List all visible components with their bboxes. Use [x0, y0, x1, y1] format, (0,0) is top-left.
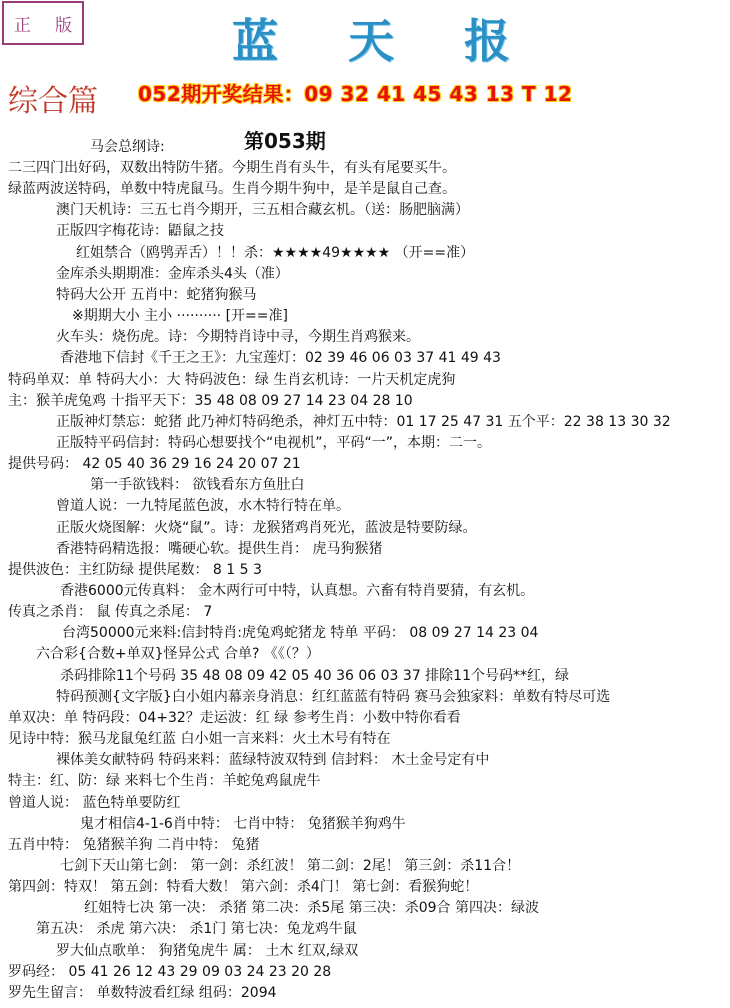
- text-line: 裸体美女献特码 特码来料：蓝绿特波双特到 信封料： 木土金号定有中: [56, 752, 490, 769]
- masthead-char: 报: [464, 14, 512, 68]
- text-line: 五肖中特： 兔猪猴羊狗 二肖中特： 兔猪: [8, 836, 260, 853]
- masthead-char: 天: [348, 14, 396, 68]
- text-line: 第一手欲钱料： 欲钱看东方鱼肚白: [90, 477, 305, 494]
- text-line: 六合彩{合数+单双}怪异公式 合单? 《《（？）: [36, 646, 320, 663]
- text-line: 香港特码精选报：嘴硬心软。提供生肖： 虎马狗猴猪: [56, 540, 383, 557]
- badge-char: 版: [55, 15, 72, 36]
- text-line: 火车头：烧伤虎。诗：今期特肖诗中寻，今期生肖鸡猴来。: [56, 329, 420, 346]
- issue-number: 第053期: [244, 129, 326, 153]
- text-line: 二三四门出好码，双数出特防牛猪。今期生肖有头牛，有头有尾要买牛。: [8, 160, 456, 176]
- text-line: 杀码排除11个号码 35 48 08 09 42 05 40 36 06 03 37 排除11个号码**红，绿: [60, 667, 569, 684]
- text-line: 绿蓝两波送特码，单数中特虎鼠马。生肖今期牛狗中，是羊是鼠自己查。: [8, 181, 456, 198]
- badge-char: 正: [14, 15, 31, 36]
- genuine-badge: [2, 1, 84, 45]
- text-line: 特码大公开 五肖中：蛇猪狗猴马: [56, 286, 257, 303]
- text-line: 正版火烧图解：火烧“鼠”。诗：龙猴猪鸡肖死光，蓝波是特要防绿。: [56, 519, 477, 536]
- text-line: 特码预测{文字版}白小姐内幕亲身消息：红红蓝蓝有特码 赛马会独家料：单数有特尽可选: [56, 688, 611, 705]
- text-line: 正版四字梅花诗：鼯鼠之技: [56, 223, 224, 240]
- text-line: 见诗中特：猴马龙鼠兔红蓝 白小姐一言来料：火土木号有特在: [8, 731, 391, 748]
- text-line: 香港6000元传真料： 金木两行可中特，认真想。六畜有特肖要猜，有玄机。: [60, 583, 535, 599]
- text-line: 红姐特七决 第一决： 杀猪 第二决：杀5尾 第三决：杀09合 第四决：绿波: [84, 900, 539, 917]
- text-line: 单双决：单 特码段：04+32？走运波：红 绿 参考生肖：小数中特你看看: [8, 709, 461, 726]
- text-line: 第五决： 杀虎 第六决： 杀1门 第七决：兔龙鸡牛鼠: [36, 921, 357, 938]
- text-line: 曾道人说： 蓝色特单要防红: [8, 794, 181, 811]
- masthead-char: 蓝: [232, 14, 280, 68]
- draw-result-banner: 052期开奖结果：09 32 41 45 43 13 T 12: [138, 82, 573, 106]
- section-title: 综合篇: [8, 84, 98, 119]
- text-line: 传真之杀肖： 鼠 传真之杀尾： 7: [8, 604, 213, 621]
- text-line: 澳门天机诗：三五七肖今期开，三五相合藏玄机。（送：肠肥脑满）: [56, 202, 469, 219]
- text-line: 主：猴羊虎兔鸡 十指平天下：35 48 08 09 27 14 23 04 28 10: [8, 392, 413, 409]
- masthead-title: [232, 8, 512, 68]
- issue-label: 马会总纲诗:: [90, 139, 165, 155]
- text-line: 曾道人说：一九特尾蓝色波，水木特行特在单。: [56, 498, 350, 515]
- text-line: 特主：红、防：绿 来料七个生肖：羊蛇兔鸡鼠虎牛: [8, 773, 321, 790]
- text-line: 台湾50000元来料:信封特肖:虎兔鸡蛇猪龙 特单 平码： 08 09 27 14 23 04: [62, 625, 539, 642]
- text-line: 正版特平码信封：特码心想要找个“电视机”，平码“一”，本期：二一。: [56, 434, 492, 451]
- text-line: ※期期大小 主小 ·········· [开==准]: [72, 308, 288, 325]
- text-line: 金库杀头期期准：金库杀头4头（准）: [56, 265, 289, 282]
- text-line: 鬼才相信4-1-6肖中特： 七肖中特： 兔猪猴羊狗鸡牛: [80, 815, 406, 832]
- text-line: 提供号码： 42 05 40 36 29 16 24 20 07 21: [8, 456, 301, 473]
- text-line: 正版神灯禁忘：蛇猪 此乃神灯特码绝杀，神灯五中特：01 17 25 47 31 五个平：22 38 13 30 32: [56, 413, 671, 430]
- text-line: 红姐禁合（鸥鸮弄舌）！！杀：★★★★49★★★★ （开==准）: [76, 244, 475, 261]
- text-line: 特码单双：单 特码大小：大 特码波色：绿 生肖玄机诗：一片天机定虎狗: [8, 371, 456, 388]
- text-line: 罗先生留言： 单数特波看红绿 组码：2094: [8, 984, 277, 1001]
- text-line: 香港地下信封《千王之王》：九宝莲灯：02 39 46 06 03 37 41 49 43: [60, 350, 501, 367]
- text-line: 罗码经： 05 41 26 12 43 29 09 03 24 23 20 28: [8, 963, 332, 980]
- text-line: 七剑下天山第七剑： 第一剑：杀红波！ 第二剑：2尾！ 第三剑：杀11合！: [60, 857, 521, 874]
- text-line: 提供波色：主红防绿 提供尾数： 8 1 5 3: [8, 561, 262, 578]
- text-line: 第四剑：特双！ 第五剑：特看大数！ 第六剑：杀4门！ 第七剑：看猴狗蛇！: [8, 879, 479, 896]
- text-line: 罗大仙点歌单： 狗猪兔虎牛 属： 土木 红双,绿双: [56, 942, 359, 959]
